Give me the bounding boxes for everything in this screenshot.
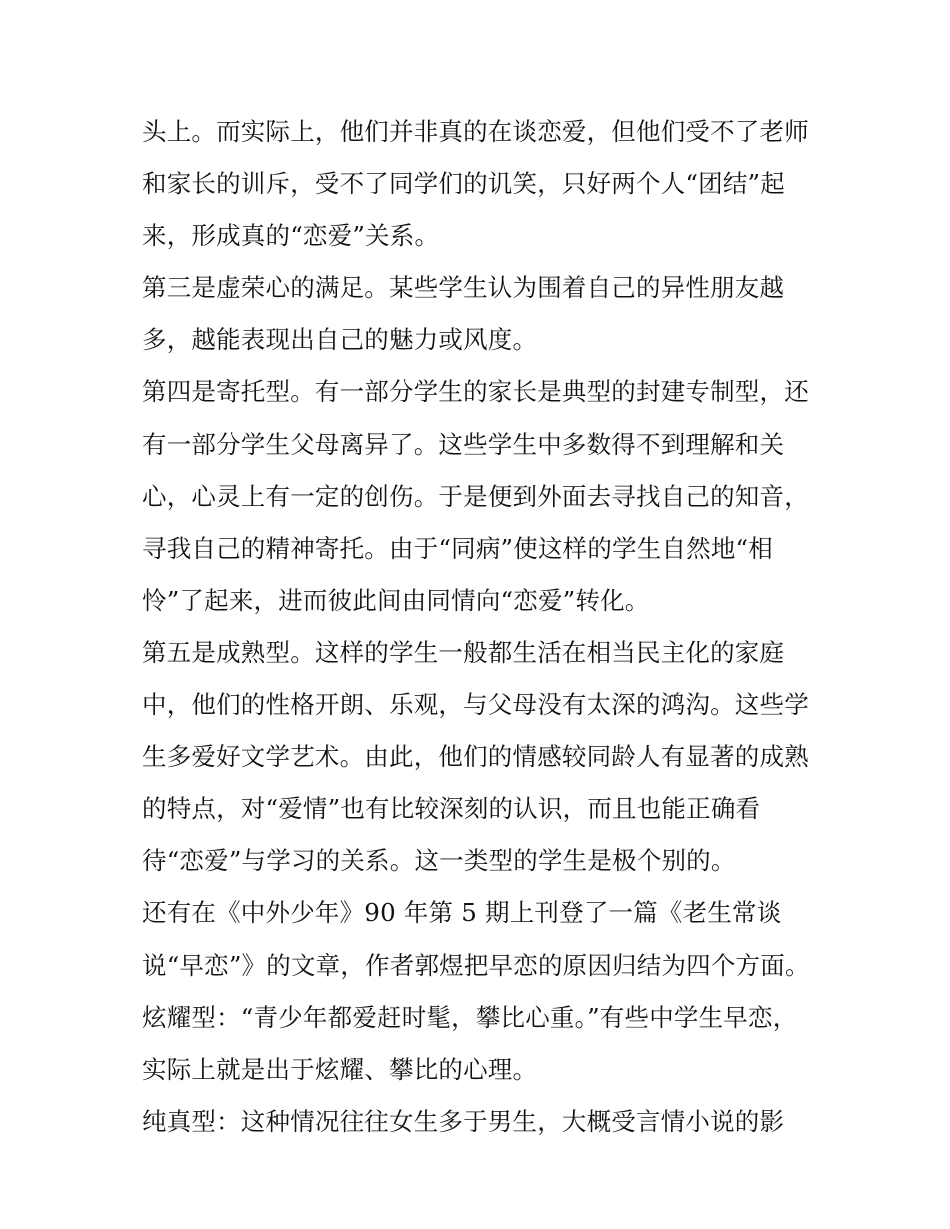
text-line: 第三是虚荣心的满足。某些学生认为围着自己的异性朋友越 — [142, 273, 785, 303]
body-text — [142, 106, 822, 1148]
text-line: 有一部分学生父母离异了。这些学生中多数得不到理解和关 — [142, 429, 785, 459]
text-line: 和家长的训斥，受不了同学们的讥笑，只好两个人“团结”起 — [142, 169, 785, 199]
text-line: 说“早恋”》的文章，作者郭煜把早恋的原因归结为四个方面。 — [142, 950, 810, 980]
text-line: 实际上就是出于炫耀、攀比的心理。 — [142, 1054, 538, 1084]
text-line: 中，他们的性格开朗、乐观，与父母没有太深的鸿沟。这些学 — [142, 690, 809, 720]
text-line: 第五是成熟型。这样的学生一般都生活在相当民主化的家庭 — [142, 637, 785, 667]
text-line: 多，越能表现出自己的魅力或风度。 — [142, 325, 538, 355]
text-line: 头上。而实际上，他们并非真的在谈恋爱，但他们受不了老师 — [142, 117, 809, 146]
text-line: 炫耀型：“青少年都爱赶时髦，攀比心重。”有些中学生早恋， — [142, 1002, 798, 1032]
text-line: 生多爱好文学艺术。由此，他们的情感较同龄人有显著的成熟 — [142, 742, 809, 772]
text-line: 怜”了起来，进而彼此间由同情向“恋爱”转化。 — [142, 585, 650, 615]
text-line: 寻我自己的精神寄托。由于“同病”使这样的学生自然地“相 — [142, 533, 773, 563]
text-line: 第四是寄托型。有一部分学生的家长是典型的封建专制型，还 — [142, 377, 809, 407]
text-line: 纯真型：这种情况往往女生多于男生，大概受言情小说的影 — [142, 1106, 785, 1136]
text-line: 待“恋爱”与学习的关系。这一类型的学生是极个别的。 — [142, 846, 736, 876]
text-line: 心，心灵上有一定的创伤。于是便到外面去寻找自己的知音， — [142, 481, 809, 511]
text-line: 的特点，对“爱情”也有比较深刻的认识，而且也能正确看 — [142, 794, 761, 824]
text-line: 还有在《中外少年》90 年第 5 期上刊登了一篇《老生常谈 — [142, 898, 782, 928]
text-line: 来，形成真的“恋爱”关系。 — [142, 221, 440, 251]
